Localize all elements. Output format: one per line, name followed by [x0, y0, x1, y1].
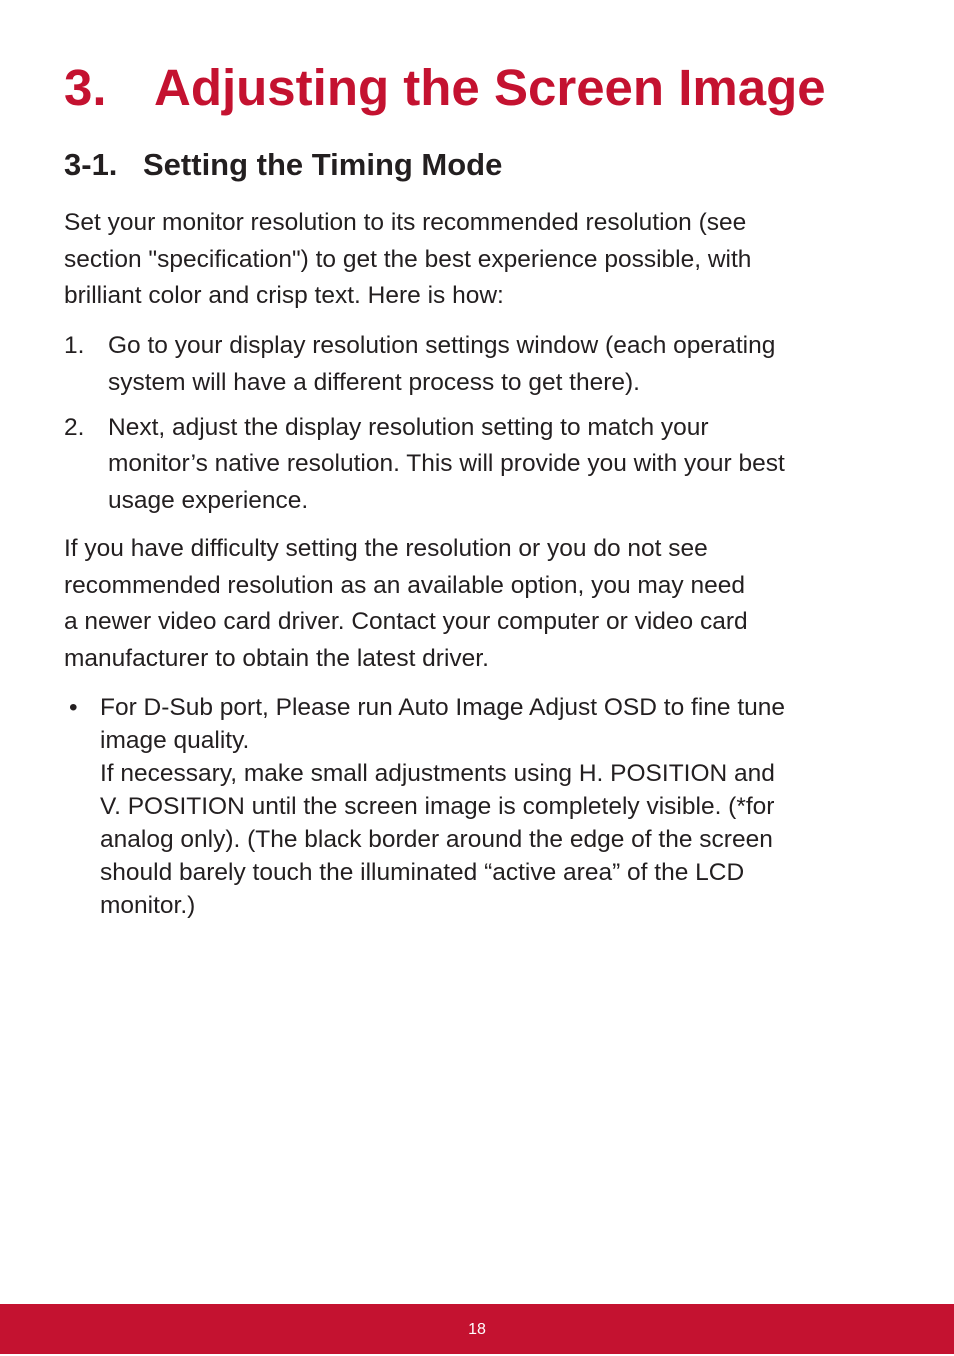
intro-line: section "specification") to get the best experience possible, with [64, 245, 752, 273]
intro-paragraph [64, 205, 874, 315]
bullet-marker: • [69, 694, 78, 721]
note-line: For D-Sub port, Please run Auto Image Adjust OSD to fine tune [100, 694, 786, 721]
difficulty-line: recommended resolution as an available option, you may need [64, 571, 745, 599]
step-line: Next, adjust the display resolution setting to match your [108, 413, 709, 441]
note-item [64, 691, 884, 922]
note-line: V. POSITION until the screen image is completely visible. (*for [100, 793, 775, 820]
note-line: If necessary, make small adjustments using H. POSITION and [100, 760, 775, 787]
intro-line: Set your monitor resolution to its recommended resolution (see [64, 209, 747, 236]
section-title [64, 146, 502, 183]
difficulty-paragraph [64, 531, 874, 677]
section-number: 3-1. [64, 147, 118, 182]
chapter-title [64, 60, 826, 116]
page-number: 18 [468, 1321, 486, 1338]
chapter-title-text: Adjusting the Screen Image [154, 59, 826, 116]
note-line: image quality. [100, 727, 250, 754]
step-number: 1. [64, 332, 85, 359]
difficulty-line: manufacturer to obtain the latest driver. [64, 644, 489, 672]
intro-line: brilliant color and crisp text. Here is how: [64, 282, 504, 309]
note-line: analog only). (The black border around the edge of the screen [100, 826, 773, 853]
note-line: should barely touch the illuminated “active area” of the LCD [100, 859, 745, 886]
footer-bar [0, 1304, 954, 1354]
step-item [64, 410, 884, 520]
note-list [64, 691, 884, 922]
note-line: monitor.) [100, 892, 196, 919]
section-title-text: Setting the Timing Mode [143, 147, 503, 182]
step-line: system will have a different process to get there). [108, 368, 640, 396]
steps-list [64, 328, 884, 528]
chapter-number: 3. [64, 59, 107, 116]
difficulty-line: If you have difficulty setting the resolution or you do not see [64, 535, 708, 562]
difficulty-line: a newer video card driver. Contact your computer or video card [64, 608, 748, 635]
step-line: Go to your display resolution settings window (each operating [108, 332, 776, 359]
step-line: usage experience. [108, 486, 309, 514]
step-item [64, 328, 884, 401]
step-line: monitor’s native resolution. This will provide you with your best [108, 450, 785, 477]
step-number: 2. [64, 413, 85, 441]
